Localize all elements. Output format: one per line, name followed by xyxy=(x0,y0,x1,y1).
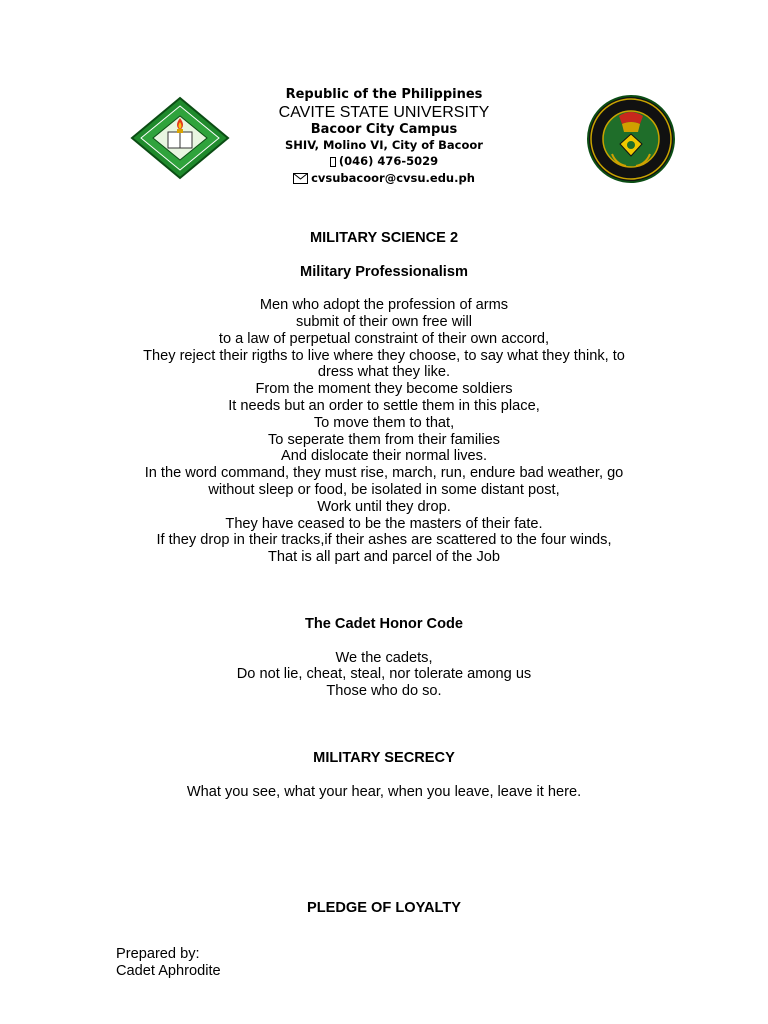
section-subtitle: Military Professionalism xyxy=(300,263,468,280)
pledge-title: PLEDGE OF LOYALTY xyxy=(306,900,462,917)
author-name: Cadet Aphrodite xyxy=(116,963,221,979)
text-line: In the word command, they must rise, march, run, endure bad weather, go xyxy=(144,465,624,482)
page-title: MILITARY SCIENCE 2 xyxy=(309,230,459,246)
email-address: cvsubacoor@cvsu.edu.ph xyxy=(311,171,475,185)
phone-number: (046) 476-5029 xyxy=(338,153,439,168)
text-line: That is all part and parcel of the Job xyxy=(267,549,500,566)
text-line: Those who do so. xyxy=(326,683,442,700)
text-line: to a law of perpetual constraint of their own accord, xyxy=(218,330,550,347)
address-line: SHIV, Molino VI, City of Bacoor xyxy=(285,138,483,152)
text-line: submit of their own free will xyxy=(295,313,472,330)
secrecy-text: What you see, what your hear, when you leave, leave it here. xyxy=(186,783,582,800)
text-line: They reject their rigths to live where they choose, to say what they think, to xyxy=(143,347,625,364)
email-line xyxy=(230,171,538,189)
text-line: And dislocate their normal lives. xyxy=(280,448,488,465)
text-line: dress what they like. xyxy=(317,364,451,381)
text-line: They have ceased to be the masters of their fate. xyxy=(225,515,543,532)
campus-name: Bacoor City Campus xyxy=(310,122,458,137)
text-line: To seperate them from their families xyxy=(268,431,500,448)
text-line: It needs but an order to settle them in this place, xyxy=(228,397,540,414)
professionalism-text xyxy=(100,297,668,566)
envelope-icon xyxy=(293,173,308,189)
republic-line: Republic of the Philippines xyxy=(285,87,483,102)
prepared-by-label: Prepared by: xyxy=(116,946,200,962)
secrecy-title: MILITARY SECRECY xyxy=(313,749,455,766)
honor-code-text xyxy=(100,650,668,700)
document-body xyxy=(100,230,668,917)
letterhead xyxy=(0,86,768,186)
text-line: To move them to that, xyxy=(313,414,455,431)
university-name: CAVITE STATE UNIVERSITY xyxy=(278,104,490,121)
phone-line xyxy=(230,154,538,172)
text-line: Work until they drop. xyxy=(317,498,451,515)
honor-code-title: The Cadet Honor Code xyxy=(304,615,464,632)
text-line: without sleep or food, be isolated in some distant post, xyxy=(208,481,560,498)
cvsu-seal-logo xyxy=(130,96,230,180)
prepared-by-block xyxy=(116,946,221,980)
text-line: From the moment they become soldiers xyxy=(255,381,513,398)
rotc-bacoor-unit-logo xyxy=(586,94,676,184)
text-line: Men who adopt the profession of arms xyxy=(259,297,509,314)
text-line: We the cadets, xyxy=(335,649,433,666)
text-line: If they drop in their tracks,if their ashes are scattered to the four winds, xyxy=(156,532,612,549)
text-line: Do not lie, cheat, steal, nor tolerate among us xyxy=(236,666,532,683)
phone-icon xyxy=(330,156,336,172)
